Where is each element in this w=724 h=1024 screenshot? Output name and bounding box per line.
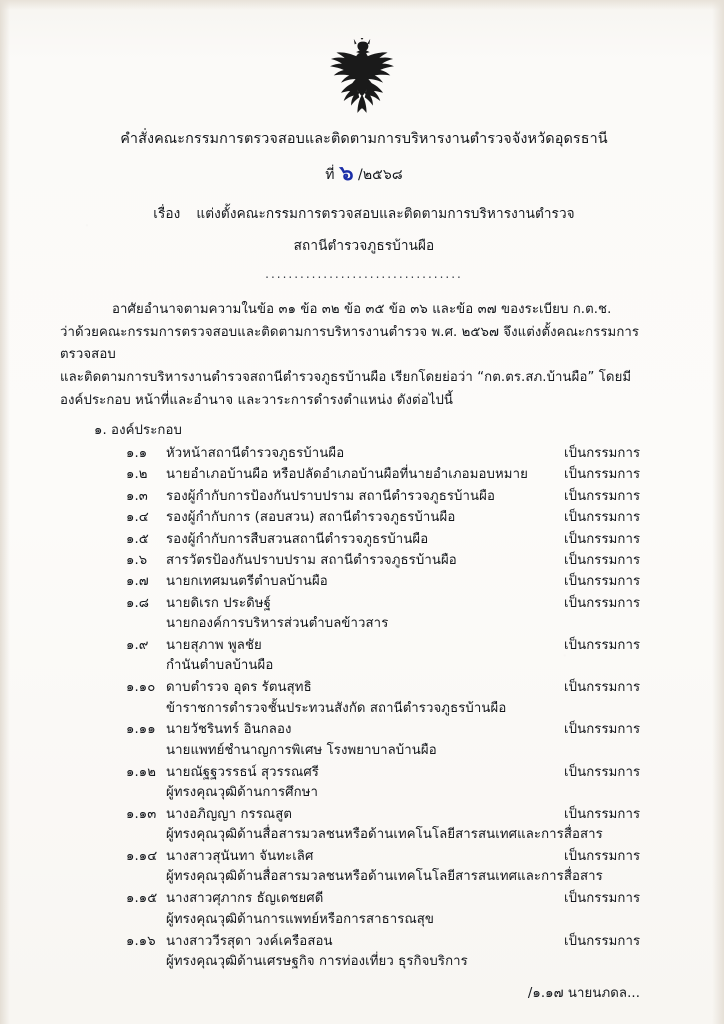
- member-name: นายสุภาพ พูลชัย: [166, 637, 262, 653]
- paragraph-2: ว่าด้วยคณะกรรมการตรวจสอบและติดตามการบริหารงานตำรวจ พ.ศ. ๒๕๖๗ จึงแต่งตั้งคณะกรรมการตรวจสอบ: [60, 325, 640, 362]
- list-item: [60, 846, 668, 867]
- member-position: กำนันตำบลบ้านผือ: [166, 658, 274, 674]
- member-role: เป็นกรรมการ: [564, 637, 641, 653]
- member-role: เป็นกรรมการ: [564, 891, 641, 907]
- member-role: เป็นกรรมการ: [564, 531, 641, 547]
- member-name: รองผู้กำกับการสืบสวนสถานีตำรวจภูธรบ้านผือ: [166, 531, 429, 547]
- subject-line: [60, 203, 668, 225]
- order-number-line: [60, 155, 668, 189]
- list-item: [60, 635, 668, 656]
- title-block: [60, 128, 668, 285]
- list-item: [60, 550, 668, 571]
- member-name: หัวหน้าสถานีตำรวจภูธรบ้านผือ: [166, 446, 345, 462]
- member-name: นายกเทศมนตรีตำบลบ้านผือ: [166, 574, 328, 590]
- member-number: ๑.๑๓: [126, 806, 157, 822]
- order-prefix: ที่: [325, 167, 335, 184]
- member-number: ๑.๘: [126, 595, 150, 611]
- member-role: เป็นกรรมการ: [564, 933, 641, 949]
- member-position: ผู้ทรงคุณวุฒิด้านการศึกษา: [166, 785, 319, 800]
- list-item: [60, 931, 668, 952]
- member-name: นางอภิญญา กรรณสูต: [166, 806, 293, 822]
- list-item: [60, 507, 668, 528]
- member-number: ๑.๕: [126, 531, 149, 547]
- garuda-emblem-icon: [316, 38, 408, 122]
- member-role: เป็นกรรมการ: [564, 680, 641, 696]
- member-name: นายวัชรินทร์ อินกลอง: [166, 722, 292, 738]
- member-role: เป็นกรรมการ: [564, 849, 641, 865]
- member-number: ๑.๙: [126, 637, 149, 653]
- member-number: ๑.๑๒: [126, 764, 157, 780]
- member-number: ๑.๑๐: [126, 680, 156, 696]
- member-list: [60, 443, 668, 973]
- member-name: รองผู้กำกับการป้องกันปราบปราม สถานีตำรวจภูธรบ้านผือ: [166, 488, 495, 504]
- paragraph-1: อาศัยอำนาจตามความในข้อ ๓๑ ข้อ ๓๒ ข้อ ๓๕ ข้อ ๓๖ และข้อ ๓๗ ของระเบียบ ก.ต.ช.: [112, 301, 612, 317]
- separator-dots: ..................................: [265, 267, 463, 282]
- member-position: นายแพทย์ชำนาญการพิเศษ โรงพยาบาลบ้านผือ: [166, 742, 437, 758]
- list-item: [60, 464, 668, 485]
- document-content: [0, 128, 724, 1004]
- member-position: ข้าราชการตำรวจชั้นประทวนสังกัด สถานีตำรวจภูธรบ้านผือ: [166, 700, 507, 716]
- member-number: ๑.๑๕: [126, 891, 158, 907]
- member-name: ดาบตำรวจ อุดร รัตนสุทธิ: [166, 680, 312, 696]
- member-number: ๑.๑๖: [126, 933, 156, 949]
- member-position: ผู้ทรงคุณวุฒิด้านการแพทย์หรือการสาธารณสุข: [166, 911, 435, 927]
- member-number: ๑.๓: [126, 488, 148, 504]
- station-line: สถานีตำรวจภูธรบ้านผือ: [293, 238, 435, 255]
- list-item: [60, 888, 668, 909]
- member-role: เป็นกรรมการ: [564, 552, 641, 568]
- member-role: เป็นกรรมการ: [564, 595, 641, 611]
- member-position: ผู้ทรงคุณวุฒิด้านสื่อสารมวลชนหรือด้านเทคโนโลยีสารสนเทศและการสื่อสาร: [166, 869, 603, 885]
- scan-edge-top: [0, 0, 724, 10]
- paragraph-3: และติดตามการบริหารงานตำรวจสถานีตำรวจภูธรบ้านผือ เรียกโดยย่อว่า “กต.ตร.สภ.บ้านผือ” โดยมี: [60, 369, 632, 385]
- list-item: [60, 529, 668, 550]
- list-item: [60, 593, 668, 614]
- member-role: เป็นกรรมการ: [564, 722, 641, 738]
- member-number: ๑.๑๑: [126, 722, 156, 738]
- member-name: นางสาวสุนันทา จันทะเลิศ: [166, 849, 314, 865]
- list-item: [60, 762, 668, 783]
- list-item: [60, 443, 668, 464]
- member-name: นางสาววีรสุดา วงค์เครือสอน: [166, 933, 333, 949]
- member-name: นางสาวศุภากร ธัญเดชยศดี: [166, 891, 324, 907]
- member-number: ๑.๑๔: [126, 849, 158, 865]
- document-title: คำสั่งคณะกรรมการตรวจสอบและติดตามการบริหารงานตำรวจจังหวัดอุดรธานี: [120, 131, 608, 147]
- subject-text: แต่งตั้งคณะกรรมการตรวจสอบและติดตามการบริหารงานตำรวจ: [196, 206, 575, 223]
- paragraph-4: องค์ประกอบ หน้าที่และอำนาจ และวาระการดำรงตำแหน่ง ดังต่อไปนี้: [60, 393, 454, 409]
- subject-label: เรื่อง: [153, 206, 181, 223]
- member-name: สารวัตรป้องกันปราบปราม สถานีตำรวจภูธรบ้านผือ: [166, 552, 457, 568]
- member-role: เป็นกรรมการ: [564, 488, 641, 504]
- member-role: เป็นกรรมการ: [564, 510, 641, 526]
- member-name: นายณัฐฐวรรธน์ สุวรรณศรี: [166, 764, 319, 780]
- member-number: ๑.๗: [126, 574, 149, 590]
- member-role: เป็นกรรมการ: [564, 806, 641, 822]
- order-number-handwritten: ๖: [338, 159, 354, 186]
- list-item: [60, 719, 668, 740]
- list-item: [60, 486, 668, 507]
- member-position: ผู้ทรงคุณวุฒิด้านเศรษฐกิจ การท่องเที่ยว ธุรกิจบริการ: [166, 953, 468, 969]
- continuation-note: /๑.๑๗ นายนภดล...: [527, 985, 640, 1001]
- order-year: /๒๕๖๘: [358, 167, 403, 184]
- member-role: เป็นกรรมการ: [564, 574, 641, 590]
- member-name: รองผู้กำกับการ (สอบสวน) สถานีตำรวจภูธรบ้านผือ: [166, 510, 456, 526]
- member-position: ผู้ทรงคุณวุฒิด้านสื่อสารมวลชนหรือด้านเทคโนโลยีสารสนเทศและการสื่อสาร: [166, 827, 603, 843]
- member-name: นายอำเภอบ้านผือ หรือปลัดอำเภอบ้านผือที่นายอำเภอมอบหมาย: [166, 467, 528, 483]
- list-item: [60, 804, 668, 825]
- member-number: ๑.๔: [126, 510, 149, 526]
- member-number: ๑.๑: [126, 446, 148, 462]
- list-item: [60, 571, 668, 592]
- member-number: ๑.๒: [126, 467, 148, 483]
- member-role: เป็นกรรมการ: [564, 467, 641, 483]
- list-item: [60, 677, 668, 698]
- member-name: นายดิเรก ประดิษฐ์: [166, 595, 271, 611]
- member-role: เป็นกรรมการ: [564, 764, 641, 780]
- member-number: ๑.๖: [126, 552, 148, 568]
- member-role: เป็นกรรมการ: [564, 446, 641, 462]
- section-1-heading: ๑. องค์ประกอบ: [94, 422, 182, 438]
- member-position: นายกองค์การบริหารส่วนตำบลข้าวสาร: [166, 616, 389, 632]
